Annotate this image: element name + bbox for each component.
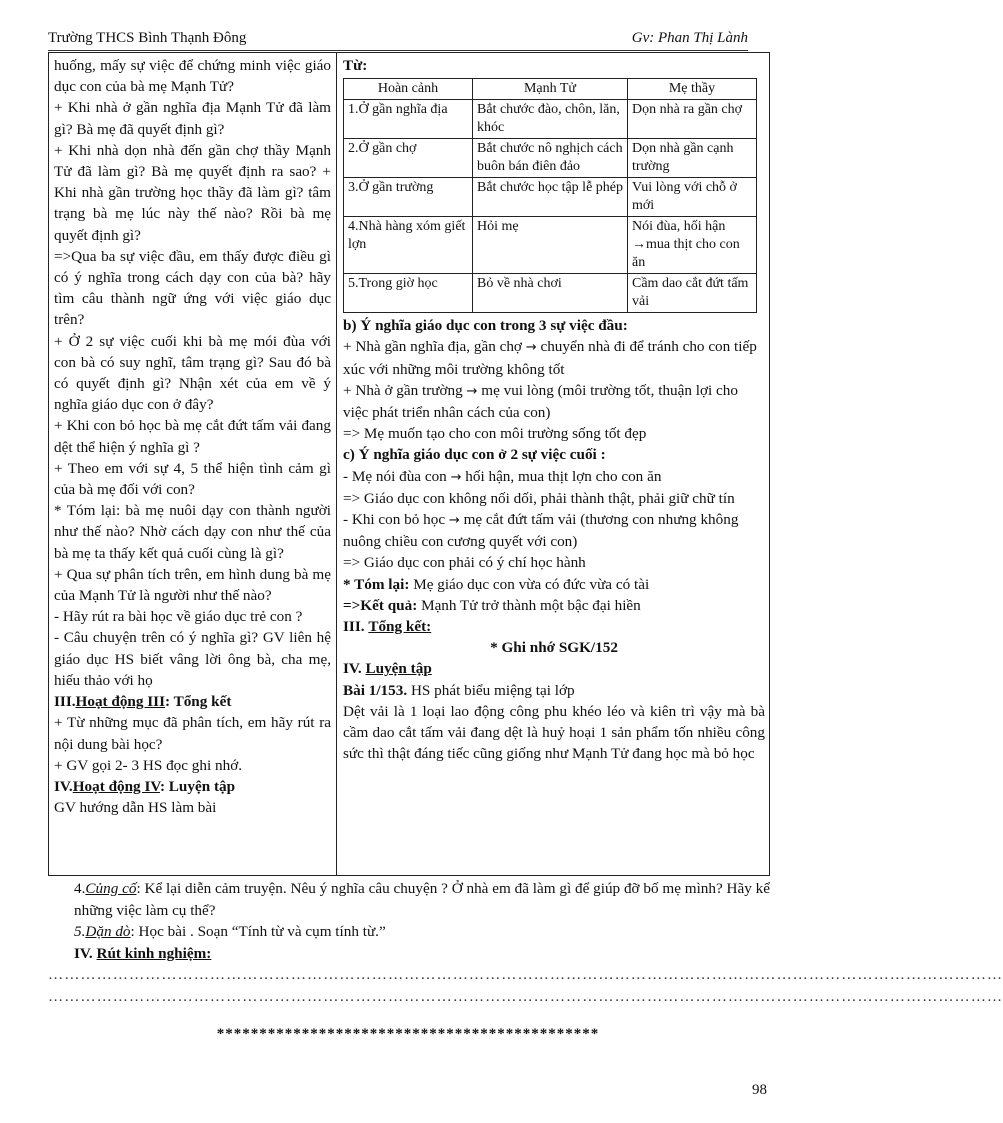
section-c-line: - Khi con bỏ học → mẹ cắt đứt tấm vải (thương con nhưng không nuông chiều con cương quyết với con) [343, 511, 739, 551]
dan-do-line: 5.Dặn dò: Học bài . Soạn “Tính từ và cụm tính từ.” [74, 923, 386, 940]
right-arrow-icon: → [450, 469, 462, 485]
cung-co-line: 4.Củng cố: Kể lại diễn cảm truyện. Nêu ý nghĩa câu chuyện ? Ở nhà em đã làm gì để giúp đỡ bố mẹ mình? Hãy kể những việc làm cụ thể? [74, 880, 770, 919]
section-c-line: => Giáo dục con không nối dối, phải thành thật, phải giữ chữ tín [343, 489, 735, 507]
section-c-line: => Giáo dục con phải có ý chí học hành [343, 554, 586, 572]
table-cell: Bắt chước đào, chôn, lăn, khóc [473, 100, 628, 139]
left-paragraph: + GV gọi 2- 3 HS đọc ghi nhớ. [54, 756, 243, 774]
table-header: Mạnh Tử [473, 79, 628, 100]
table-cell: 5.Trong giờ học [344, 274, 473, 313]
left-paragraph: huống, mấy sự việc để chứng minh việc giáo dục con của bà mẹ Mạnh Tử? [54, 57, 331, 96]
dotted-line: …………………………………………………………………………………………………………………………………………………………… [48, 987, 1003, 1005]
exercise-answer: Dệt vải là 1 loại lao động công phu khéo léo và kiên trì vậy mà bà cầm dao cắt tấm vải đang dệt là huỷ hoại 1 sản phẩm tốn nhiều công sức thì thật đáng tiếc cũng giống như Mạnh Tử đang học mà bỏ học [343, 702, 765, 763]
table-cell: 4.Nhà hàng xóm giết lợn [344, 217, 473, 274]
right-title: Từ: [343, 57, 368, 74]
star-divider: ********************************************* [216, 1026, 600, 1042]
content-column [337, 53, 769, 875]
activity-4-heading: IV.Hoạt động IV: Luyện tập [54, 777, 236, 795]
result-line: =>Kết quả: Mạnh Tử trở thành một bậc đại hiền [343, 596, 641, 614]
comparison-table [343, 78, 757, 313]
left-paragraph: + Khi nhà dọn nhà đến gần chợ thầy Mạnh Tử đã làm gì? Bà mẹ quyết định ra sao? + Khi nhà gần trường học thầy đã làm gì? tâm trạng bà mẹ lúc này thế nào? Rồi bà mẹ quyết định gì? [54, 141, 331, 244]
left-paragraph: GV hướng dẫn HS làm bài [54, 799, 217, 817]
table-row [344, 139, 757, 178]
table-cell: 3.Ở gần trường [344, 178, 473, 217]
left-paragraph: + Ở 2 sự việc cuối khi bà mẹ mói đùa với con bà có suy nghĩ, tâm trạng gì? Sau đó bà có quyết định gì? Nhận xét của em về ý nghĩa giáo dục con ở đây? [54, 332, 331, 414]
right-arrow-icon: → [525, 340, 537, 356]
table-row [344, 100, 757, 139]
left-paragraph: =>Qua ba sự việc đầu, em thấy được điều gì có ý nghĩa trong cách dạy con của bà? hãy tìm câu thành ngữ ứng với việc giáo dục trên? [54, 247, 331, 329]
left-paragraph: + Từ những mục đã phân tích, em hãy rút ra nội dung bài học? [54, 714, 331, 753]
section-b-line: + Nhà ở gần trường → mẹ vui lòng (môi trường tốt, thuận lợi cho việc phát triển nhân cách của con) [343, 381, 738, 422]
table-cell: Cầm dao cắt đứt tấm vải [628, 274, 757, 313]
activity-3-heading: III.Hoạt động III: Tổng kết [54, 693, 232, 711]
table-cell: 2.Ở gần chợ [344, 139, 473, 178]
section-iii-heading: III. Tổng kết: [343, 618, 432, 636]
table-cell: Vui lòng với chỗ ở mới [628, 178, 757, 217]
left-paragraph: * Tóm lại: bà mẹ nuôi dạy con thành người như thế nào? Nhờ cách dạy con như thế của bà mẹ ta thấy kết quả cuối cùng là gì? [54, 502, 331, 562]
summary-line: * Tóm lại: Mẹ giáo dục con vừa có đức vừa có tài [343, 575, 650, 593]
table-cell: Dọn nhà gần cạnh trường [628, 139, 757, 178]
school-name: Trường THCS Bình Thạnh Đông [48, 30, 247, 46]
left-paragraph: + Qua sự phân tích trên, em hình dung bà mẹ của Mạnh Tử là người như thế nào? [54, 565, 331, 605]
table-cell: Nói đùa, hối hận →mua thịt cho con ăn [628, 217, 757, 274]
left-paragraph: + Khi con bỏ học bà mẹ cắt đứt tấm vải đang dệt thể hiện ý nghĩa gì ? [54, 417, 331, 456]
section-b-line: => Mẹ muốn tạo cho con môi trường sống tốt đẹp [343, 425, 647, 443]
section-iv-heading: IV. Luyện tập [343, 660, 432, 678]
table-row [344, 274, 757, 313]
right-arrow-icon: → [448, 513, 460, 529]
right-arrow-icon: → [466, 383, 478, 399]
left-paragraph: + Theo em với sự 4, 5 thể hiện tình cảm gì của bà mẹ đối với con? [54, 459, 331, 499]
lesson-footer [48, 878, 1003, 1007]
teacher-name: Gv: Phan Thị Lành [631, 30, 748, 46]
left-paragraph: - Câu chuyện trên có ý nghĩa gì? GV liên hệ giáo dục HS biết vâng lời ông bà, cha mẹ, hiếu thảo với họ [54, 629, 331, 689]
exercise-line: Bài 1/153. HS phát biểu miệng tại lớp [343, 681, 575, 699]
table-row [344, 178, 757, 217]
table-cell: Bắt chước nô nghịch cách buôn bán điên đảo [473, 139, 628, 178]
table-cell: Dọn nhà ra gần chợ [628, 100, 757, 139]
table-cell: Bỏ về nhà chơi [473, 274, 628, 313]
table-row [344, 217, 757, 274]
table-cell: 1.Ở gần nghĩa địa [344, 100, 473, 139]
table-cell: Hỏi mẹ [473, 217, 628, 274]
table-header: Mẹ thầy [628, 79, 757, 100]
left-paragraph: + Khi nhà ở gần nghĩa địa Mạnh Tử đã làm gì? Bà mẹ đã quyết định gì? [54, 99, 331, 138]
section-c-line: - Mẹ nói đùa con → hối hận, mua thịt lợn cho con ăn [343, 467, 662, 485]
dotted-line: …………………………………………………………………………………………………………………………………………………………… [48, 966, 1003, 983]
section-b-line: + Nhà gần nghĩa địa, gần chợ → chuyển nhà đi để tránh cho con tiếp xúc với những môi trường không tốt [343, 338, 757, 378]
table-header: Hoàn cảnh [344, 79, 473, 100]
page-header [48, 28, 748, 51]
rut-kinh-nghiem-heading: IV. Rút kinh nghiệm: [74, 944, 212, 962]
ghi-nho: * Ghi nhớ SGK/152 [490, 639, 618, 657]
table-header-row [344, 79, 757, 100]
lesson-table [48, 52, 770, 876]
page-number: 98 [752, 1082, 767, 1098]
section-b-title: b) Ý nghĩa giáo dục con trong 3 sự việc đầu: [343, 317, 628, 335]
table-cell: Bắt chước học tập lễ phép [473, 178, 628, 217]
teacher-activities-column [49, 53, 337, 875]
section-c-title: c) Ý nghĩa giáo dục con ở 2 sự việc cuối : [343, 446, 606, 464]
left-paragraph: - Hãy rút ra bài học về giáo dục trẻ con ? [54, 608, 303, 626]
